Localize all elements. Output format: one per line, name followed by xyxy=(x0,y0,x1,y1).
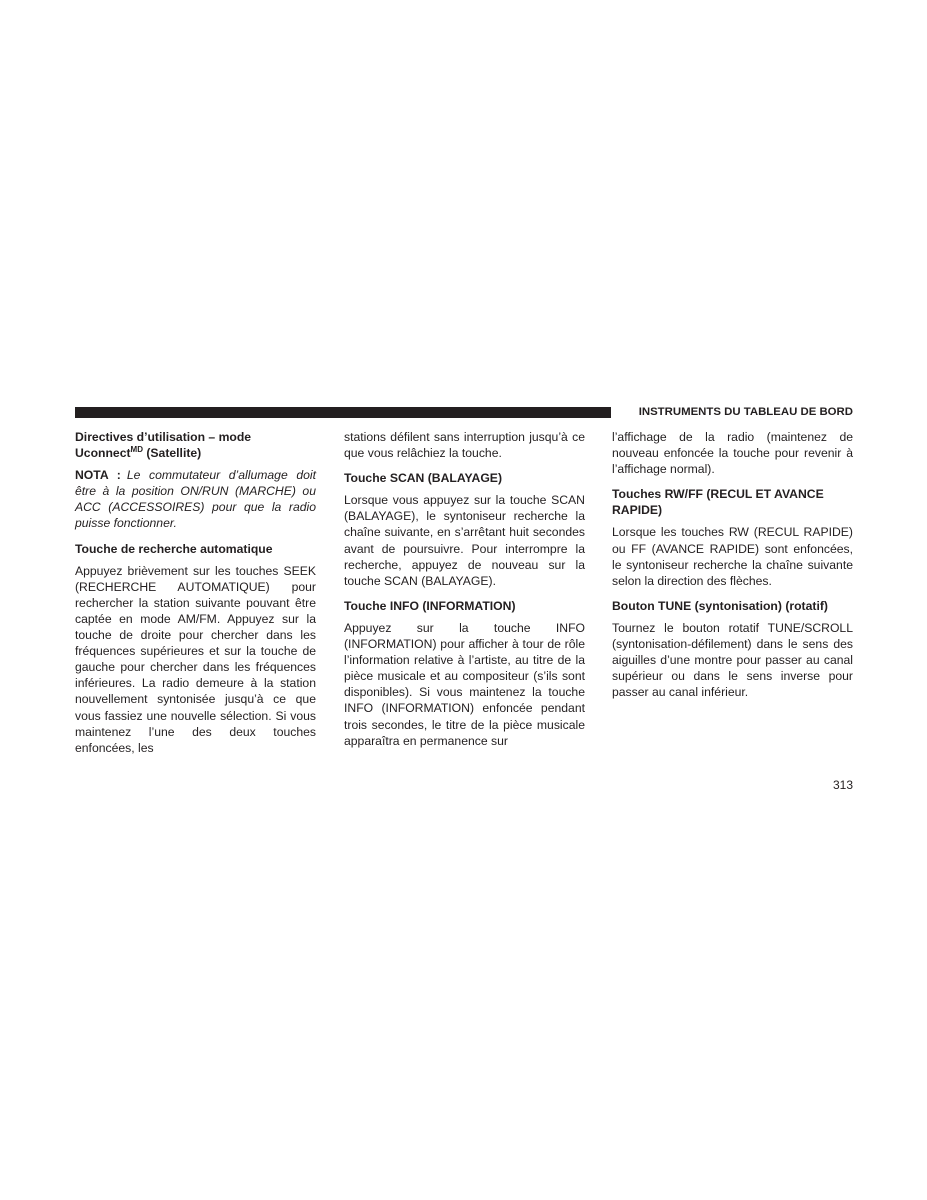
paragraph-tune: Tournez le bouton rotatif TUNE/SCROLL (syntonisation-défilement) dans le sens des aiguilles d’une montre pour passer au canal supérieur ou dans le sens inverse pour passer au canal inférieur. xyxy=(612,620,853,700)
heading-rw-ff: Touches RW/FF (RECUL ET AVANCE RAPIDE) xyxy=(612,487,824,518)
column-1 xyxy=(75,429,316,756)
heading-uconnect-satellite xyxy=(75,429,316,461)
note-text: Le commutateur d’allumage doit être à la position ON/RUN (MARCHE) ou ACC (ACCESSOIRES) pour que la radio puisse fonctionner. xyxy=(75,468,316,531)
paragraph-rw-ff: Lorsque les touches RW (RECUL RAPIDE) ou FF (AVANCE RAPIDE) sont enfoncées, le syntoniseur recherche la chaîne suivante selon la direction des flèches. xyxy=(612,525,853,588)
heading-text-suffix: (Satellite) xyxy=(142,446,202,461)
heading-scan: Touche SCAN (BALAYAGE) xyxy=(344,471,502,486)
column-2 xyxy=(344,429,585,749)
heading-text: Directives d’utilisation – mode Uconnect xyxy=(75,430,252,461)
note-label: NOTA : xyxy=(75,468,121,483)
heading-superscript: MD xyxy=(130,445,143,455)
header-rule xyxy=(75,407,611,418)
paragraph-scan: Lorsque vous appuyez sur la touche SCAN (BALAYAGE), le syntoniseur recherche la chaîne suivante, en s’arrêtant huit secondes avant de poursuivre. Pour interrompre la recherche, appuyez de nouveau sur la touche SCAN (BALAYAGE). xyxy=(344,493,585,588)
note-block xyxy=(75,467,316,531)
column-3 xyxy=(612,429,853,700)
heading-tune: Bouton TUNE (syntonisation) (rotatif) xyxy=(612,598,828,613)
heading-info: Touche INFO (INFORMATION) xyxy=(344,598,516,613)
paragraph-info-continued: l’affichage de la radio (maintenez de nouveau enfoncée la touche pour revenir à l’affichage normal). xyxy=(612,430,853,477)
paragraph-seek: Appuyez brièvement sur les touches SEEK (RECHERCHE AUTOMATIQUE) pour rechercher la station suivante pouvant être captée en mode AM/FM. Appuyez sur la touche de droite pour chercher dans les fréquences supérieures et sur la touche de gauche pour chercher dans les fréquences inférieures. La radio demeure à la station nouvellement syntonisée jusqu’à ce que vous fassiez une nouvelle sélection. Si vous maintenez l’une des deux touches enfoncées, les xyxy=(75,563,316,755)
paragraph-info: Appuyez sur la touche INFO (INFORMATION) pour afficher à tour de rôle l’information relative à l’artiste, au titre de la pièce musicale et au compositeur (s’ils sont disponibles). Si vous maintenez la touche INFO (INFORMATION) enfoncée pendant trois secondes, le titre de la pièce musicale apparaîtra en permanence sur xyxy=(344,620,585,748)
section-title: INSTRUMENTS DU TABLEAU DE BORD xyxy=(638,406,853,418)
page-number: 313 xyxy=(832,778,853,792)
paragraph-seek-continued: stations défilent sans interruption jusqu’à ce que vous relâchiez la touche. xyxy=(344,430,585,461)
heading-seek: Touche de recherche automatique xyxy=(75,541,273,556)
